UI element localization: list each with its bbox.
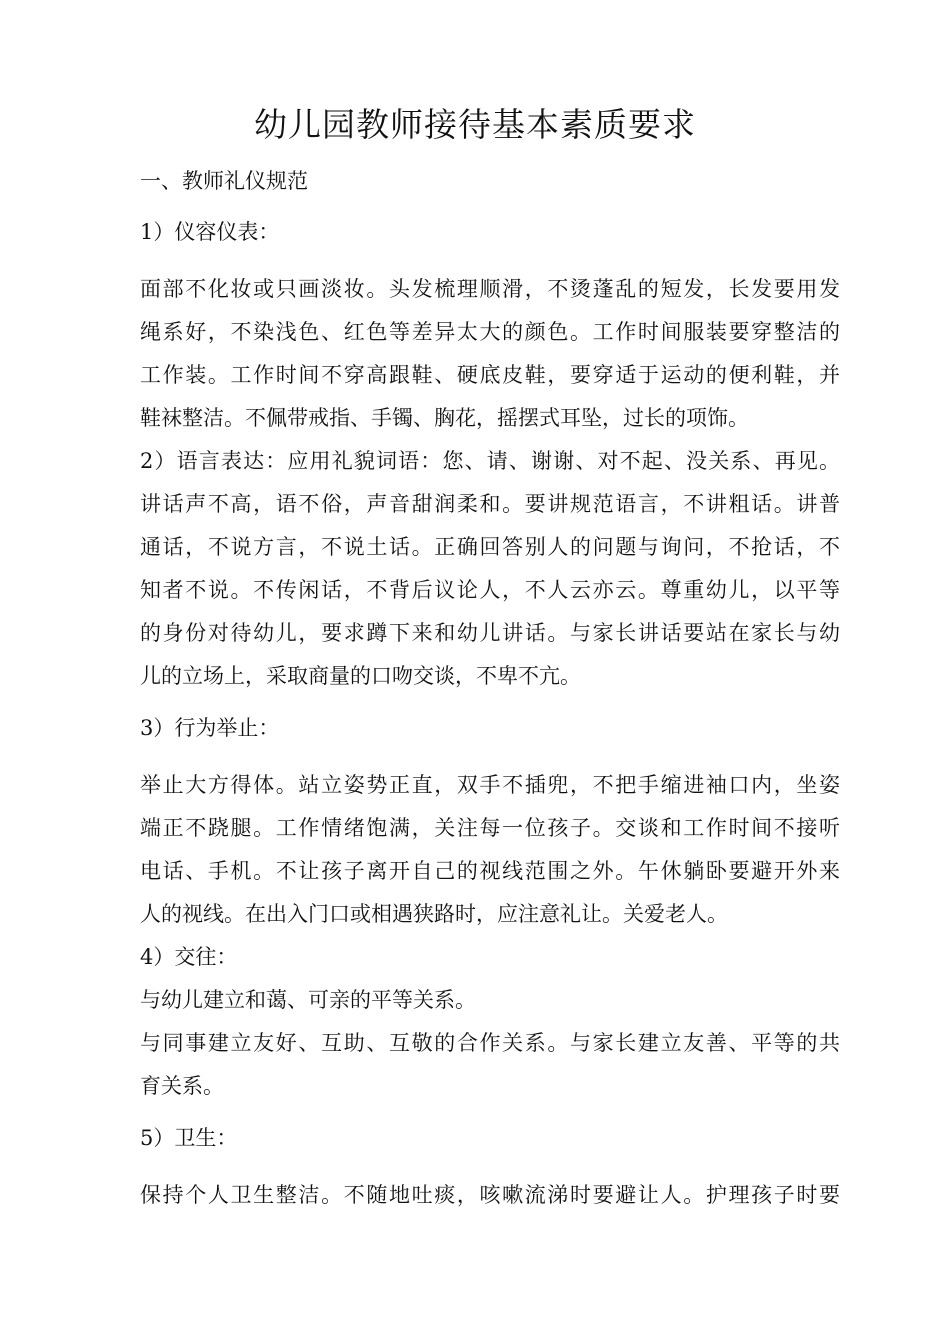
- paragraph-line: 保持个人卫生整洁。不随地吐痰，咳嗽流涕时要避让人。护理孩子时要: [140, 1183, 840, 1207]
- paragraph-line: 儿的立场上，采取商量的口吻交谈，不卑不亢。: [140, 664, 581, 688]
- paragraph-line: 鞋袜整洁。不佩带戒指、手镯、胸花，摇摆式耳坠，过长的项饰。: [140, 406, 749, 430]
- paragraph-line: 知者不说。不传闲话，不背后议论人，不人云亦云。尊重幼儿，以平等: [140, 578, 840, 602]
- paragraph-line: 绳系好，不染浅色、红色等差异太大的颜色。工作时间服装要穿整洁的: [140, 320, 840, 344]
- paragraph-line: 与幼儿建立和蔼、可亲的平等关系。: [140, 988, 476, 1012]
- paragraph-line: 举止大方得体。站立姿势正直，双手不插兜，不把手缩进袖口内，坐姿: [140, 773, 840, 797]
- paragraph-line: 通话，不说方言，不说土话。正确回答别人的问题与询问，不抢话，不: [140, 535, 840, 559]
- paragraph-line: 讲话声不高，语不俗，声音甜润柔和。要讲规范语言，不讲粗话。讲普: [140, 492, 840, 516]
- paragraph-line: 工作装。工作时间不穿高跟鞋、硬底皮鞋，要穿适于运动的便利鞋，并: [140, 363, 840, 387]
- paragraph-line: 育关系。: [140, 1074, 224, 1098]
- paragraph-line: 2）语言表达：应用礼貌词语：您、请、谢谢、对不起、没关系、再见。: [140, 449, 840, 473]
- paragraph-line: 端正不跷腿。工作情绪饱满，关注每一位孩子。交谈和工作时间不接听: [140, 816, 840, 840]
- subheading-behavior: 3）行为举止：: [140, 716, 280, 740]
- paragraph-line: 电话、手机。不让孩子离开自己的视线范围之外。午休躺卧要避开外来: [140, 859, 840, 883]
- section-heading: 一、教师礼仪规范: [140, 169, 308, 193]
- paragraph-line: 人的视线。在出入门口或相遇狭路时，应注意礼让。关爱老人。: [140, 902, 728, 926]
- subheading-interaction: 4）交往：: [140, 945, 238, 969]
- paragraph-line: 的身份对待幼儿，要求蹲下来和幼儿讲话。与家长讲话要站在家长与幼: [140, 621, 840, 645]
- page-title: 幼儿园教师接待基本素质要求: [254, 105, 696, 144]
- subheading-appearance: 1）仪容仪表：: [140, 220, 280, 244]
- subheading-hygiene: 5）卫生：: [140, 1126, 238, 1150]
- paragraph-line: 面部不化妆或只画淡妆。头发梳理顺滑，不烫蓬乱的短发，长发要用发: [140, 277, 840, 301]
- paragraph-line: 与同事建立友好、互助、互敬的合作关系。与家长建立友善、平等的共: [140, 1031, 840, 1055]
